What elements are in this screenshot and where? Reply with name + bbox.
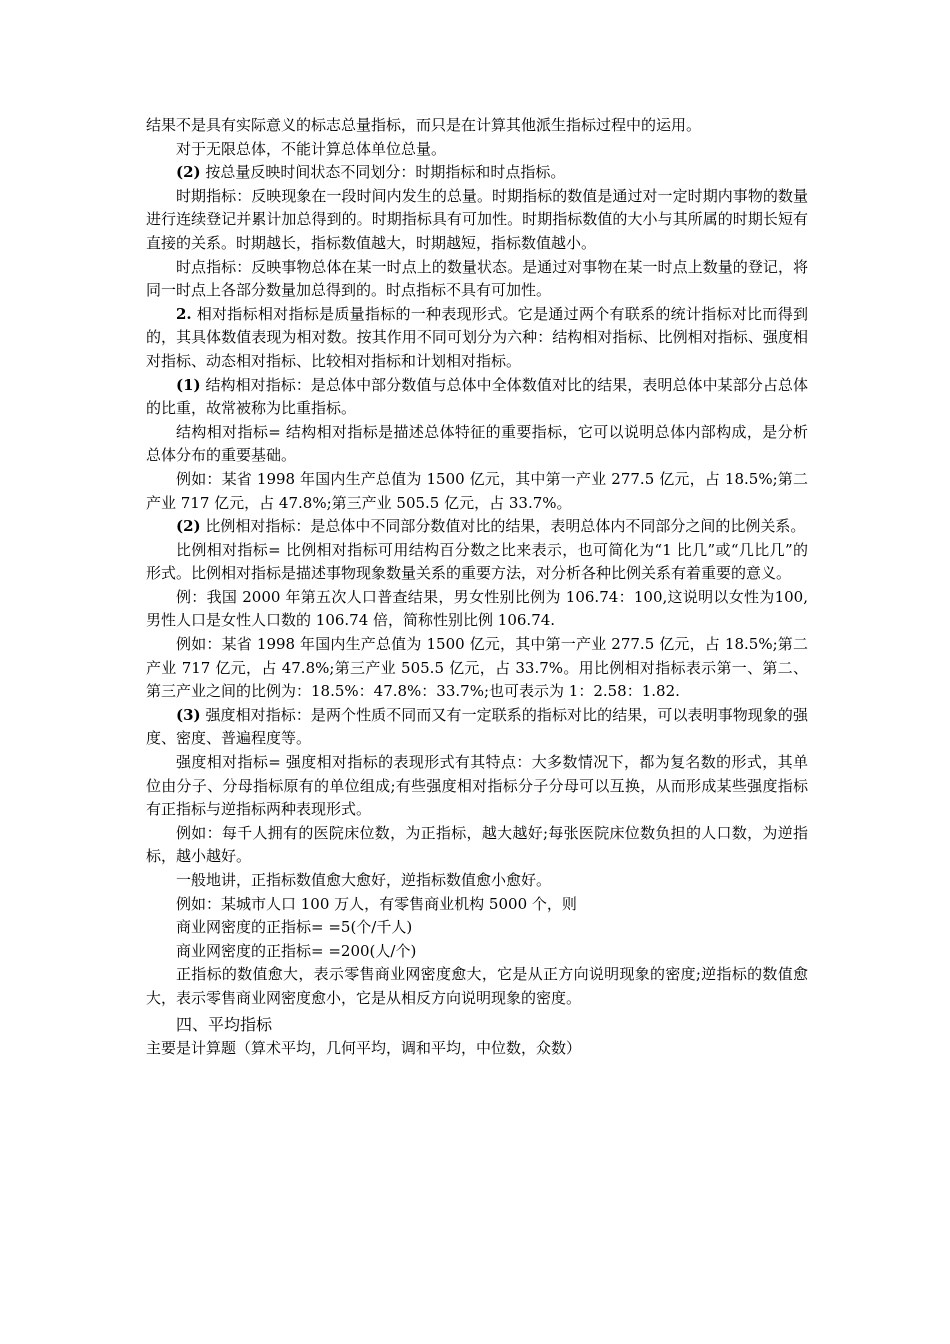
paragraph	[146, 138, 808, 162]
paragraph	[146, 893, 808, 917]
paragraph	[146, 515, 808, 539]
paragraph-text: 例如：某省 1998 年国内生产总值为 1500 亿元，其中第一产业 277.5 亿元，占 18.5%;第二产业 717 亿元，占 47.8%;第三产业 505.5 亿元，占 33.7%。	[146, 469, 808, 512]
paragraph	[146, 256, 808, 303]
paragraph	[146, 822, 808, 869]
section-heading: 四、平均指标	[176, 1014, 273, 1034]
paragraph	[146, 869, 808, 893]
paragraph-text: 按总量反映时间状态不同划分：时期指标和时点指标。	[200, 163, 566, 182]
paragraph-text: 商业网密度的正指标= =200(人/个)	[176, 941, 417, 960]
document-page	[146, 114, 808, 1060]
paragraph	[146, 421, 808, 468]
paragraph	[146, 185, 808, 256]
paragraph-text: 时点指标：反映事物总体在某一时点上的数量状态。是通过对事物在某一时点上数量的登记，将同一时点上各部分数量加总得到的。时点指标不具有可加性。	[146, 257, 808, 300]
paragraph	[146, 374, 808, 421]
closing-line: 主要是计算题（算术平均，几何平均，调和平均，中位数，众数）	[146, 1038, 582, 1057]
paragraph-text: 比例相对指标= 比例相对指标可用结构百分数之比来表示，也可简化为“1 比几”或“几比几”的形式。比例相对指标是描述事物现象数量关系的重要方法，对分析各种比例关系有着重要的意义。	[146, 540, 808, 583]
paragraph	[146, 916, 808, 940]
paragraph	[146, 963, 808, 1010]
paragraph-text: 商业网密度的正指标= =5(个/千人)	[176, 918, 413, 937]
paragraph-text: 对于无限总体，不能计算总体单位总量。	[176, 139, 447, 158]
paragraph-label: (2)	[176, 517, 201, 536]
paragraph	[146, 468, 808, 515]
paragraph-label: (1)	[176, 375, 201, 394]
paragraph-text: 强度相对指标：是两个性质不同而又有一定联系的指标对比的结果，可以表明事物现象的强度、密度、普遍程度等。	[146, 705, 808, 748]
paragraph	[146, 303, 808, 374]
paragraph-label: (2)	[176, 163, 201, 182]
paragraph	[146, 586, 808, 633]
paragraph	[146, 704, 808, 751]
paragraph-text: 比例相对指标：是总体中不同部分数值对比的结果，表明总体内不同部分之间的比例关系。	[200, 517, 806, 536]
paragraph-text: 例：我国 2000 年第五次人口普查结果，男女性别比例为 106.74：100,这说明以女性为100,男性人口是女性人口数的 106.74 倍，简称性别比例 106.74.	[146, 587, 808, 630]
paragraph	[146, 114, 808, 138]
body-text	[146, 114, 808, 1011]
paragraph-text: 结构相对指标= 结构相对指标是描述总体特征的重要指标，它可以说明总体内部构成，是分析总体分布的重要基础。	[146, 422, 808, 465]
paragraph-text: 例如：某省 1998 年国内生产总值为 1500 亿元，其中第一产业 277.5 亿元，占 18.5%;第二产业 717 亿元，占 47.8%;第三产业 505.5 亿元，占 33.7%。用比例相对指标表示第一、第二、第三产业之间的比例为：18.5%：47.8%：33.7%;也可表示为 1：2.58：1.82.	[146, 635, 808, 701]
paragraph-text: 正指标的数值愈大，表示零售商业网密度愈大，它是从正方向说明现象的密度;逆指标的数值愈大，表示零售商业网密度愈小，它是从相反方向说明现象的密度。	[146, 965, 808, 1007]
paragraph	[146, 539, 808, 586]
paragraph-text: 一般地讲，正指标数值愈大愈好，逆指标数值愈小愈好。	[176, 871, 552, 889]
paragraph-text: 时期指标：反映现象在一段时间内发生的总量。时期指标的数值是通过对一定时期内事物的数量进行连续登记并累计加总得到的。时期指标具有可加性。时期指标数值的大小与其所属的时期长短有直接的关系。时期越长，指标数值越大，时期越短，指标数值越小。	[146, 186, 808, 252]
paragraph	[146, 633, 808, 704]
paragraph-text: 强度相对指标= 强度相对指标的表现形式有其特点：大多数情况下，都为复名数的形式，其单位由分子、分母指标原有的单位组成;有些强度相对指标分子分母可以互换，从而形成某些强度指标有正指标与逆指标两种表现形式。	[146, 753, 808, 819]
paragraph	[146, 751, 808, 822]
paragraph-text: 结构相对指标：是总体中部分数值与总体中全体数值对比的结果，表明总体中某部分占总体的比重，故常被称为比重指标。	[146, 375, 808, 418]
paragraph-label: 2.	[176, 304, 192, 323]
paragraph-label: (3)	[176, 705, 201, 724]
paragraph-text: 相对指标相对指标是质量指标的一种表现形式。它是通过两个有联系的统计指标对比而得到的，其具体数值表现为相对数。按其作用不同可划分为六种：结构相对指标、比例相对指标、强度相对指标、动态相对指标、比较相对指标和计划相对指标。	[146, 304, 808, 370]
paragraph	[146, 161, 808, 185]
paragraph-text: 结果不是具有实际意义的标志总量指标，而只是在计算其他派生指标过程中的运用。	[146, 116, 702, 134]
paragraph-text: 例如：某城市人口 100 万人，有零售商业机构 5000 个，则	[176, 894, 577, 913]
paragraph	[146, 940, 808, 964]
paragraph-text: 例如：每千人拥有的医院床位数，为正指标，越大越好;每张医院床位数负担的人口数，为逆指标，越小越好。	[146, 823, 808, 866]
